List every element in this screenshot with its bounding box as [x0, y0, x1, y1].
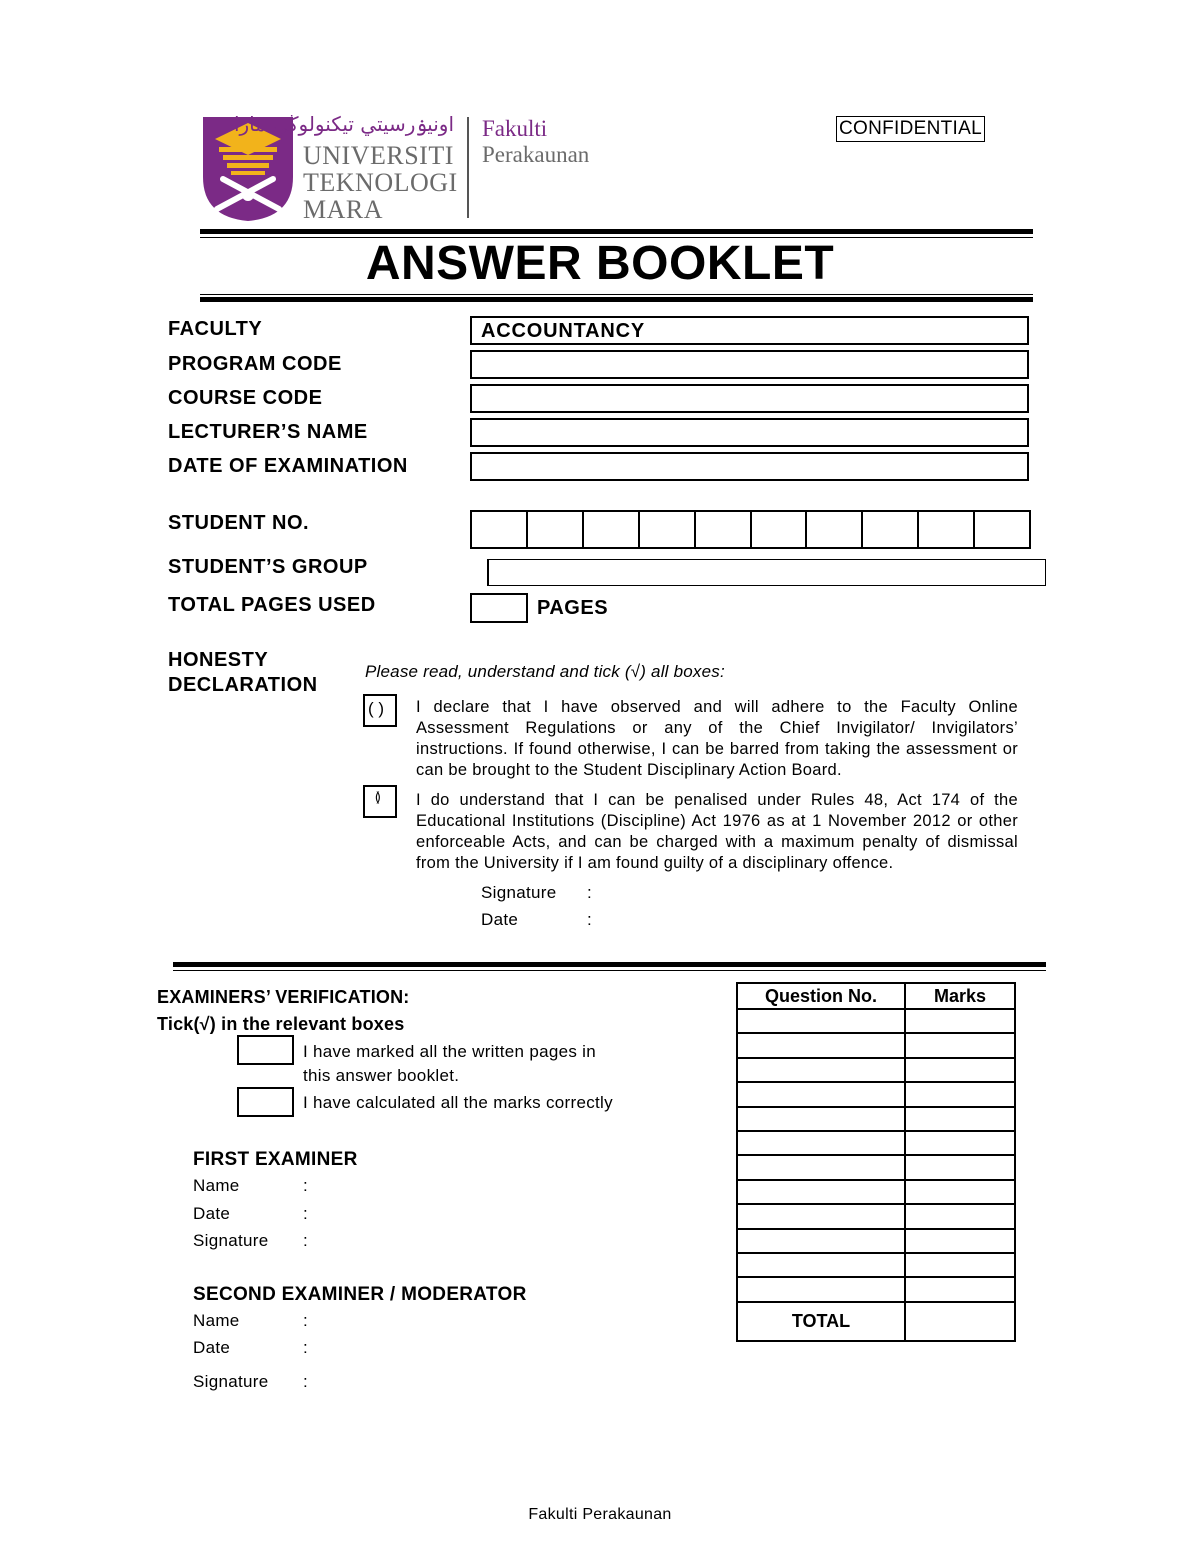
- second-examiner-name-label: Name: [193, 1311, 240, 1330]
- second-examiner-heading: SECOND EXAMINER / MODERATOR: [193, 1284, 527, 1305]
- logo-university-line1: UNIVERSITI: [303, 141, 454, 170]
- table-row: [737, 1009, 1015, 1033]
- student-no-digit-box[interactable]: [640, 512, 696, 547]
- student-no-label: STUDENT NO.: [168, 512, 310, 534]
- title-rule-top-thick: [200, 229, 1033, 234]
- pages-suffix: PAGES: [537, 597, 609, 619]
- second-examiner-date-label: Date: [193, 1338, 231, 1357]
- marks-cell[interactable]: [905, 1058, 1015, 1082]
- second-examiner-signature-colon: :: [303, 1372, 309, 1391]
- marks-cell[interactable]: [905, 1277, 1015, 1301]
- honesty-signature-label: Signature: [481, 883, 557, 902]
- logo-university-line2: TEKNOLOGI: [303, 168, 458, 197]
- question-no-cell[interactable]: [737, 1204, 905, 1228]
- question-no-cell[interactable]: [737, 1107, 905, 1131]
- table-row: [737, 1180, 1015, 1204]
- title-rule-bottom-thin: [200, 294, 1033, 295]
- second-examiner-date-colon: :: [303, 1338, 309, 1357]
- student-no-digit-box[interactable]: [752, 512, 808, 547]
- table-row: [737, 1082, 1015, 1106]
- total-row: [737, 1302, 1015, 1341]
- question-no-header: Question No.: [737, 983, 905, 1009]
- table-row: [737, 1131, 1015, 1155]
- question-no-cell[interactable]: [737, 1082, 905, 1106]
- first-examiner-date-label: Date: [193, 1204, 231, 1223]
- declaration-1-checkbox[interactable]: [363, 694, 397, 727]
- student-no-digit-box[interactable]: [919, 512, 975, 547]
- question-no-cell[interactable]: [737, 1058, 905, 1082]
- question-no-cell[interactable]: [737, 1131, 905, 1155]
- calculated-marks-checkbox[interactable]: [237, 1087, 294, 1117]
- question-no-cell[interactable]: [737, 1277, 905, 1301]
- calculated-marks-text: I have calculated all the marks correctly: [303, 1093, 613, 1112]
- logo-university-line3: MARA: [303, 195, 384, 224]
- table-row: [737, 1277, 1015, 1301]
- table-row: [737, 1107, 1015, 1131]
- examiners-heading: EXAMINERS’ VERIFICATION:: [157, 987, 410, 1007]
- lecturer-name-label: LECTURER’S NAME: [168, 421, 368, 443]
- honesty-heading-line1: HONESTY: [168, 649, 269, 671]
- marks-cell[interactable]: [905, 1229, 1015, 1253]
- total-label: TOTAL: [737, 1302, 905, 1341]
- program-code-label: PROGRAM CODE: [168, 353, 342, 375]
- first-examiner-date-colon: :: [303, 1204, 309, 1223]
- student-no-digit-box[interactable]: [975, 512, 1029, 547]
- logo-jawi-text: اونيۏرسيتي تيكنولوڬي مارا: [233, 112, 454, 136]
- honesty-date-colon: :: [587, 910, 593, 929]
- faculty-label: FACULTY: [168, 318, 263, 340]
- declaration-2-checkbox[interactable]: [363, 785, 397, 818]
- marked-pages-text-line1: I have marked all the written pages in: [303, 1042, 596, 1061]
- declaration-2-text: I do understand that I can be penalised under Rules 48, Act 174 of the Educational Institutions (Discipline) Act 1976 as at 1 November 2012 or other enforceable Acts, and can be charged with a maximum penalty of dismissal from the University if I am found guilty of a disciplinary offence.: [416, 791, 1018, 872]
- student-no-digit-box[interactable]: [584, 512, 640, 547]
- faculty-logo-line1: Fakulti: [482, 116, 548, 141]
- total-pages-field[interactable]: [470, 593, 528, 623]
- marks-cell[interactable]: [905, 1204, 1015, 1228]
- course-code-label: COURSE CODE: [168, 387, 323, 409]
- first-examiner-signature-colon: :: [303, 1231, 309, 1250]
- table-row: [737, 1253, 1015, 1277]
- first-examiner-heading: FIRST EXAMINER: [193, 1149, 358, 1170]
- marks-header: Marks: [905, 983, 1015, 1009]
- marks-cell[interactable]: [905, 1131, 1015, 1155]
- section-divider-thin: [173, 970, 1046, 971]
- student-no-digit-box[interactable]: [696, 512, 752, 547]
- first-examiner-name-label: Name: [193, 1176, 240, 1195]
- page-title: ANSWER BOOKLET: [365, 237, 835, 290]
- second-examiner-signature-label: Signature: [193, 1372, 269, 1391]
- page-footer: Fakulti Perakaunan: [528, 1506, 672, 1523]
- marks-cell[interactable]: [905, 1082, 1015, 1106]
- title-rule-bottom-thick: [200, 297, 1033, 302]
- logo-divider: [467, 117, 469, 218]
- confidential-label: CONFIDENTIAL: [836, 116, 985, 142]
- question-no-cell[interactable]: [737, 1229, 905, 1253]
- table-row: [737, 1033, 1015, 1057]
- honesty-heading-line2: DECLARATION: [168, 674, 318, 696]
- date-of-examination-field[interactable]: [470, 452, 1029, 481]
- student-no-digit-box[interactable]: [807, 512, 863, 547]
- table-row: [737, 1229, 1015, 1253]
- honesty-date-label: Date: [481, 910, 519, 929]
- marks-cell[interactable]: [905, 1107, 1015, 1131]
- marks-cell[interactable]: [905, 1180, 1015, 1204]
- course-code-field[interactable]: [470, 384, 1029, 413]
- section-divider-thick: [173, 962, 1046, 967]
- faculty-logo-line2: Perakaunan: [482, 142, 590, 167]
- declaration-1-mark: ( ): [368, 699, 385, 718]
- marked-pages-checkbox[interactable]: [237, 1035, 294, 1065]
- program-code-field[interactable]: [470, 350, 1029, 379]
- lecturer-name-field[interactable]: [470, 418, 1029, 447]
- student-group-label: STUDENT’S GROUP: [168, 556, 368, 578]
- marks-cell[interactable]: [905, 1155, 1015, 1179]
- question-no-cell[interactable]: [737, 1009, 905, 1033]
- honesty-signature-colon: :: [587, 883, 593, 902]
- honesty-instruction: Please read, understand and tick (√) all boxes:: [365, 662, 725, 681]
- faculty-value: ACCOUNTANCY: [481, 320, 645, 342]
- question-no-cell[interactable]: [737, 1155, 905, 1179]
- marks-table: [736, 982, 1016, 1342]
- student-no-digit-box[interactable]: [472, 512, 528, 547]
- marks-cell[interactable]: [905, 1253, 1015, 1277]
- student-no-digit-box[interactable]: [528, 512, 584, 547]
- faculty-field[interactable]: [470, 316, 1029, 345]
- declaration-2-mark: (): [375, 789, 378, 804]
- total-pages-label: TOTAL PAGES USED: [168, 594, 376, 616]
- table-row: [737, 1204, 1015, 1228]
- marked-pages-text-line2: this answer booklet.: [303, 1066, 460, 1085]
- table-row: [737, 1058, 1015, 1082]
- examiners-tick-instruction: Tick(√) in the relevant boxes: [157, 1014, 405, 1034]
- student-no-digit-box[interactable]: [863, 512, 919, 547]
- first-examiner-name-colon: :: [303, 1176, 309, 1195]
- total-marks-cell[interactable]: [905, 1302, 1015, 1341]
- student-group-field[interactable]: [487, 559, 1046, 586]
- question-no-cell[interactable]: [737, 1033, 905, 1057]
- question-no-cell[interactable]: [737, 1180, 905, 1204]
- first-examiner-signature-label: Signature: [193, 1231, 269, 1250]
- date-of-examination-label: DATE OF EXAMINATION: [168, 455, 408, 477]
- marks-cell[interactable]: [905, 1009, 1015, 1033]
- student-no-field: [470, 510, 1031, 549]
- table-row: [737, 1155, 1015, 1179]
- marks-cell[interactable]: [905, 1033, 1015, 1057]
- question-no-cell[interactable]: [737, 1253, 905, 1277]
- declaration-1-text: I declare that I have observed and will adhere to the Faculty Online Assessment Regulations or any of the Chief Invigilator/ Invigilators’ instructions. If found otherwise, I can be barred from taking the assessment or can be brought to the Student Disciplinary Action Board.: [416, 698, 1018, 779]
- second-examiner-name-colon: :: [303, 1311, 309, 1330]
